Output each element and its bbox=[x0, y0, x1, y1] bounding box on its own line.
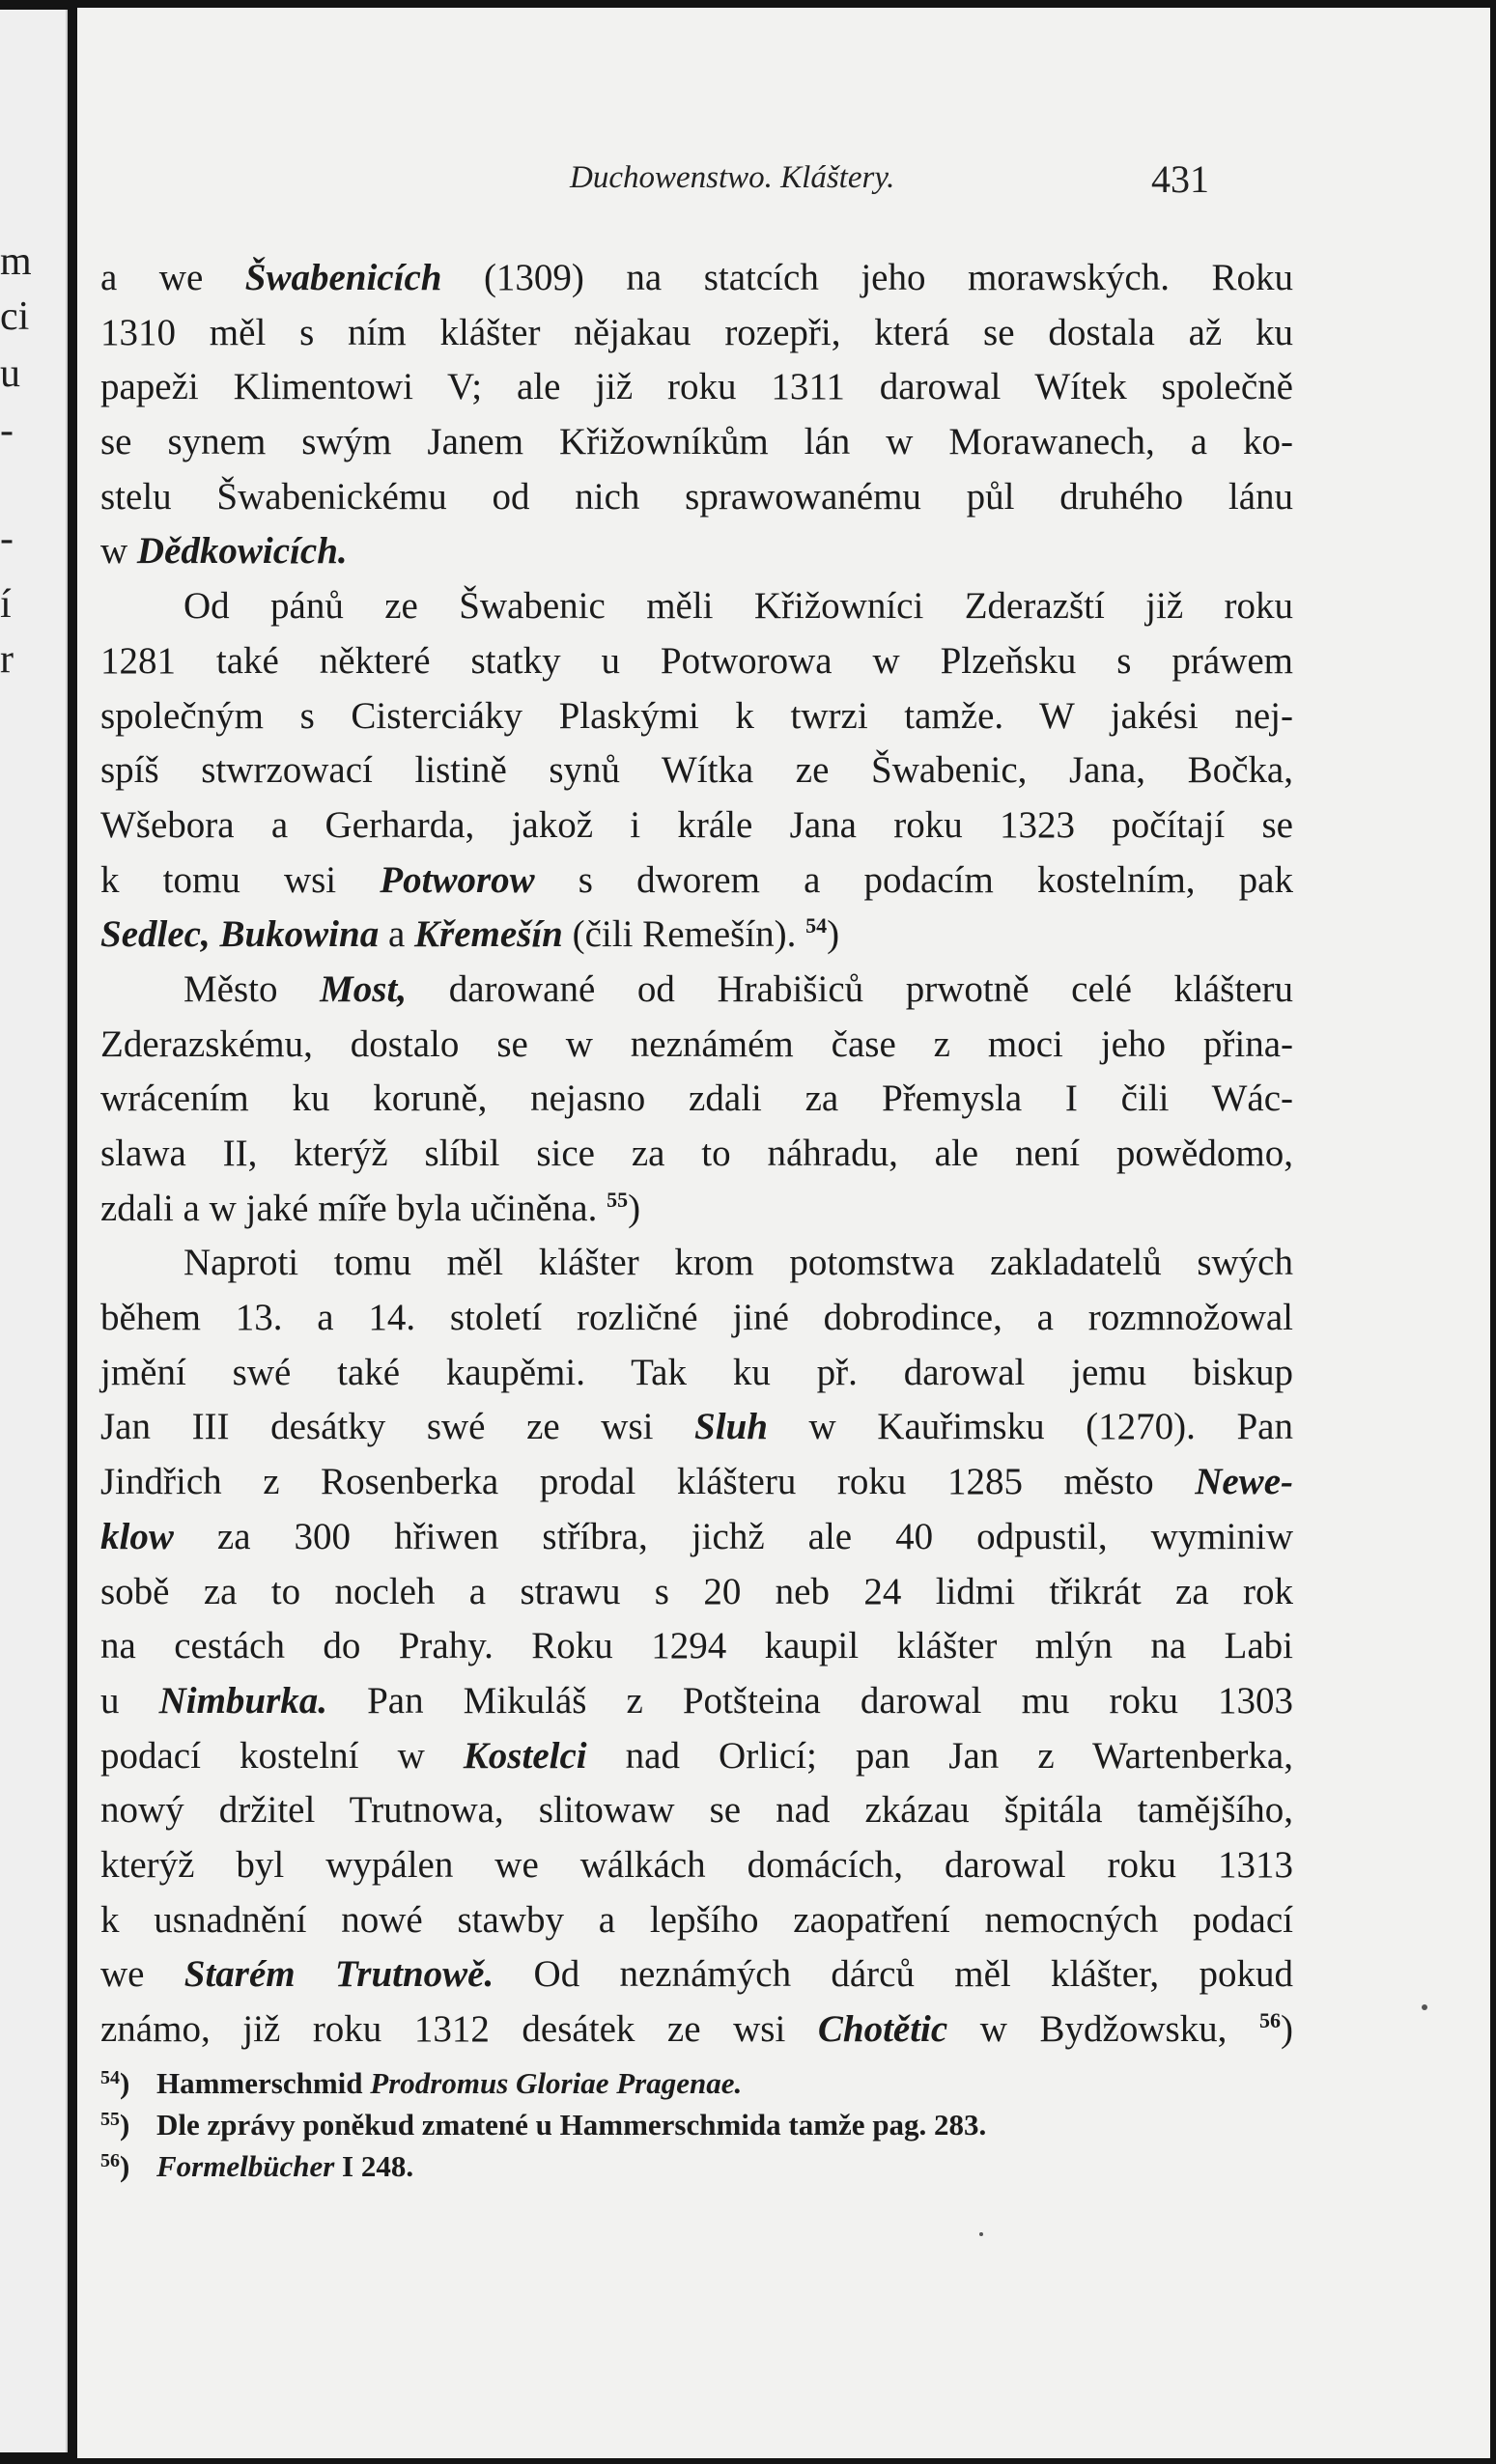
text-line bbox=[100, 1400, 1293, 1455]
text-run: a bbox=[379, 913, 415, 956]
text-run: podací kostelní w bbox=[100, 1734, 464, 1777]
running-header: Duchowenstwo. Kláštery. bbox=[570, 160, 895, 195]
text-run: k usnadnění nowé stawby a lepšího zaopatření nemocných podací bbox=[100, 1898, 1293, 1941]
text-line bbox=[100, 1346, 1293, 1401]
italic-text: Formelbücher bbox=[156, 2149, 335, 2183]
footnote bbox=[100, 2145, 1259, 2187]
text-line bbox=[100, 1565, 1293, 1620]
italic-text: Křemešín bbox=[414, 913, 563, 956]
text-line bbox=[100, 1018, 1293, 1073]
text-line bbox=[100, 524, 1293, 579]
text-run: na cestách do Prahy. Roku 1294 kaupil klášter mlýn na Labi bbox=[100, 1625, 1293, 1667]
text-run: u bbox=[100, 1679, 159, 1722]
text-run: Naproti tomu měl klášter krom potomstwa zakladatelů swých bbox=[183, 1242, 1293, 1284]
text-line bbox=[100, 743, 1293, 798]
text-line bbox=[100, 908, 1293, 963]
text-run: I 248. bbox=[334, 2149, 414, 2183]
text-run: a we bbox=[100, 257, 245, 298]
margin-fragment: r bbox=[0, 637, 14, 682]
text-line bbox=[100, 1072, 1293, 1127]
footnote-marker: $^{55}$) bbox=[100, 2108, 130, 2142]
text-line bbox=[100, 963, 1293, 1018]
footnote bbox=[100, 2104, 1259, 2145]
text-run: 1281 také některé statky u Potworowa w Plzeňsku s práwem bbox=[100, 639, 1293, 682]
text-run: kterýž byl wypálen we wálkách domácích, darowal roku 1313 bbox=[100, 1843, 1293, 1886]
text-line bbox=[100, 415, 1293, 470]
italic-text: Sedlec, Bukowina bbox=[100, 913, 380, 956]
text-run: sobě za to nocleh a strawu s 20 neb 24 lidmi třikrát za rok bbox=[100, 1570, 1293, 1612]
text-run: Město bbox=[183, 967, 321, 1010]
text-line bbox=[100, 2002, 1293, 2058]
paper-speck bbox=[1422, 2004, 1427, 2010]
text-run: papeži Klimentowi V; ale již roku 1311 darowal Wítek společně bbox=[100, 366, 1293, 408]
text-line bbox=[100, 1947, 1293, 2002]
margin-fragment: - bbox=[0, 408, 14, 453]
book-page bbox=[77, 8, 1490, 2458]
text-run: Od pánů ze Šwabenic měli Křižowníci Zderazští již roku bbox=[183, 585, 1293, 628]
text-run: Zderazskému, dostalo se w neznámém čase z moci jeho přina- bbox=[100, 1022, 1293, 1065]
italic-text: Šwabenicích bbox=[244, 257, 442, 298]
text-line bbox=[100, 470, 1293, 525]
text-run: slawa II, kterýž slíbil sice za to náhradu, ale není powědomo, bbox=[100, 1133, 1293, 1174]
text-line bbox=[100, 1674, 1293, 1729]
italic-text: Sluh bbox=[694, 1406, 768, 1448]
italic-text: Chotětic bbox=[817, 2008, 948, 2050]
margin-fragment: í bbox=[0, 582, 12, 627]
footnote-reference: 55 bbox=[607, 1187, 629, 1212]
text-line bbox=[100, 1783, 1293, 1838]
text-line bbox=[100, 251, 1293, 306]
text-run: Jan III desátky swé ze wsi bbox=[100, 1406, 695, 1448]
italic-text: Prodromus Gloriae Pragenae. bbox=[370, 2066, 743, 2100]
text-run: známo, již roku 1312 desátek ze wsi bbox=[100, 2008, 818, 2050]
italic-text: Starém Trutnowě. bbox=[183, 1953, 494, 1996]
text-line bbox=[100, 854, 1293, 909]
text-run: w Bydžowsku, bbox=[947, 2008, 1259, 2050]
footnote-number: 56 bbox=[100, 2150, 120, 2171]
text-run: (1309) na statcích jeho morawských. Roku bbox=[441, 257, 1293, 298]
body-text bbox=[100, 251, 1293, 2058]
text-run: Pan Mikuláš z Potšteina darowal mu roku 1303 bbox=[327, 1679, 1294, 1722]
text-run: wrácením ku koruně, nejasno zdali za Přemysla I čili Wác- bbox=[100, 1078, 1293, 1120]
text-run: zdali a w jaké míře byla učiněna. bbox=[100, 1187, 607, 1229]
footnote-number: 55 bbox=[100, 2109, 120, 2130]
text-line bbox=[100, 1236, 1293, 1291]
margin-fragment: m bbox=[0, 239, 32, 284]
text-line bbox=[100, 1893, 1293, 1948]
italic-text: Kostelci bbox=[463, 1734, 587, 1777]
italic-text: Nimburka. bbox=[158, 1679, 328, 1722]
text-run: (čili Remešín). bbox=[562, 913, 806, 956]
footnote-reference: 56 bbox=[1259, 2008, 1281, 2032]
text-line bbox=[100, 1182, 1293, 1237]
text-run: 1310 měl s ním klášter nějakau rozepři, která se dostala až ku bbox=[100, 311, 1293, 353]
text-run: s dworem a podacím kostelním, pak bbox=[534, 858, 1293, 901]
italic-text: klow bbox=[100, 1515, 174, 1557]
margin-fragment: ci bbox=[0, 294, 30, 339]
text-run: během 13. a 14. století rozličné jiné dobrodince, a rozmnožowal bbox=[100, 1297, 1293, 1339]
text-run: w bbox=[100, 530, 137, 573]
text-run: Dle zprávy poněkud zmatené u Hammerschmida tamže pag. 283. bbox=[156, 2108, 987, 2142]
text-run: Od neznámých dárců měl klášter, pokud bbox=[494, 1953, 1293, 1996]
text-line bbox=[100, 1619, 1293, 1674]
text-line bbox=[100, 798, 1293, 854]
footnotes bbox=[100, 2062, 1259, 2187]
text-run: nad Orlicí; pan Jan z Wartenberka, bbox=[586, 1734, 1293, 1777]
text-run: w Kauřimsku (1270). Pan bbox=[767, 1406, 1293, 1448]
footnote-marker: $^{54}$) bbox=[100, 2066, 130, 2100]
text-line bbox=[100, 1838, 1293, 1893]
margin-fragment: - bbox=[0, 517, 14, 561]
italic-text: Newe- bbox=[1195, 1461, 1293, 1503]
text-run: se synem swým Janem Křižowníkům lán w Morawanech, a ko- bbox=[100, 421, 1293, 463]
text-run: stelu Šwabenickému od nich sprawowanému půl druhého lánu bbox=[100, 475, 1293, 518]
footnote bbox=[100, 2062, 1259, 2104]
text-line bbox=[100, 1127, 1293, 1182]
footnote-marker: $^{56}$) bbox=[100, 2149, 130, 2183]
text-line bbox=[100, 1455, 1293, 1510]
footnote-number: 54 bbox=[100, 2067, 120, 2088]
text-run: k tomu wsi bbox=[100, 858, 381, 901]
text-line bbox=[100, 306, 1293, 361]
text-line bbox=[100, 360, 1293, 415]
italic-text: Dědkowicích. bbox=[136, 530, 348, 573]
text-line bbox=[100, 1510, 1293, 1565]
text-run: nowý držitel Trutnowa, slitowaw se nad zkázau špitála tamějšího, bbox=[100, 1789, 1293, 1832]
footnote-reference: 54 bbox=[805, 913, 828, 938]
text-run: Jindřich z Rosenberka prodal klášteru roku 1285 město bbox=[100, 1461, 1196, 1503]
text-run: spíš stwrzowací listině synů Wítka ze Šwabenic, Jana, Bočka, bbox=[100, 749, 1293, 792]
paper-speck bbox=[979, 2232, 983, 2236]
text-run: ) bbox=[628, 1187, 641, 1229]
text-run: ) bbox=[827, 913, 840, 956]
text-run: jmění swé také kaupěmi. Tak ku př. darowal jemu biskup bbox=[100, 1351, 1293, 1393]
text-run: společným s Cisterciáky Plaskými k twrzi tamže. W jakési nej- bbox=[100, 694, 1293, 737]
text-line bbox=[100, 689, 1293, 744]
text-run: we bbox=[100, 1953, 184, 1996]
page-number: 431 bbox=[1151, 157, 1209, 201]
text-run: Wšebora a Gerharda, jakož i krále Jana roku 1323 počítají se bbox=[100, 803, 1293, 846]
text-run: ) bbox=[1281, 2008, 1293, 2050]
text-run: Hammerschmid bbox=[156, 2066, 371, 2100]
adjacent-page-edge bbox=[0, 10, 68, 2452]
text-run: darowané od Hrabišiců prwotně celé klášteru bbox=[407, 967, 1293, 1010]
margin-fragment: u bbox=[0, 351, 20, 396]
text-line bbox=[100, 1729, 1293, 1784]
text-line bbox=[100, 579, 1293, 634]
text-line bbox=[100, 634, 1293, 689]
italic-text: Potworow bbox=[380, 858, 535, 901]
text-line bbox=[100, 1291, 1293, 1346]
text-run: za 300 hřiwen stříbra, jichž ale 40 odpustil, wyminiw bbox=[173, 1515, 1293, 1557]
italic-text: Most, bbox=[320, 967, 408, 1010]
